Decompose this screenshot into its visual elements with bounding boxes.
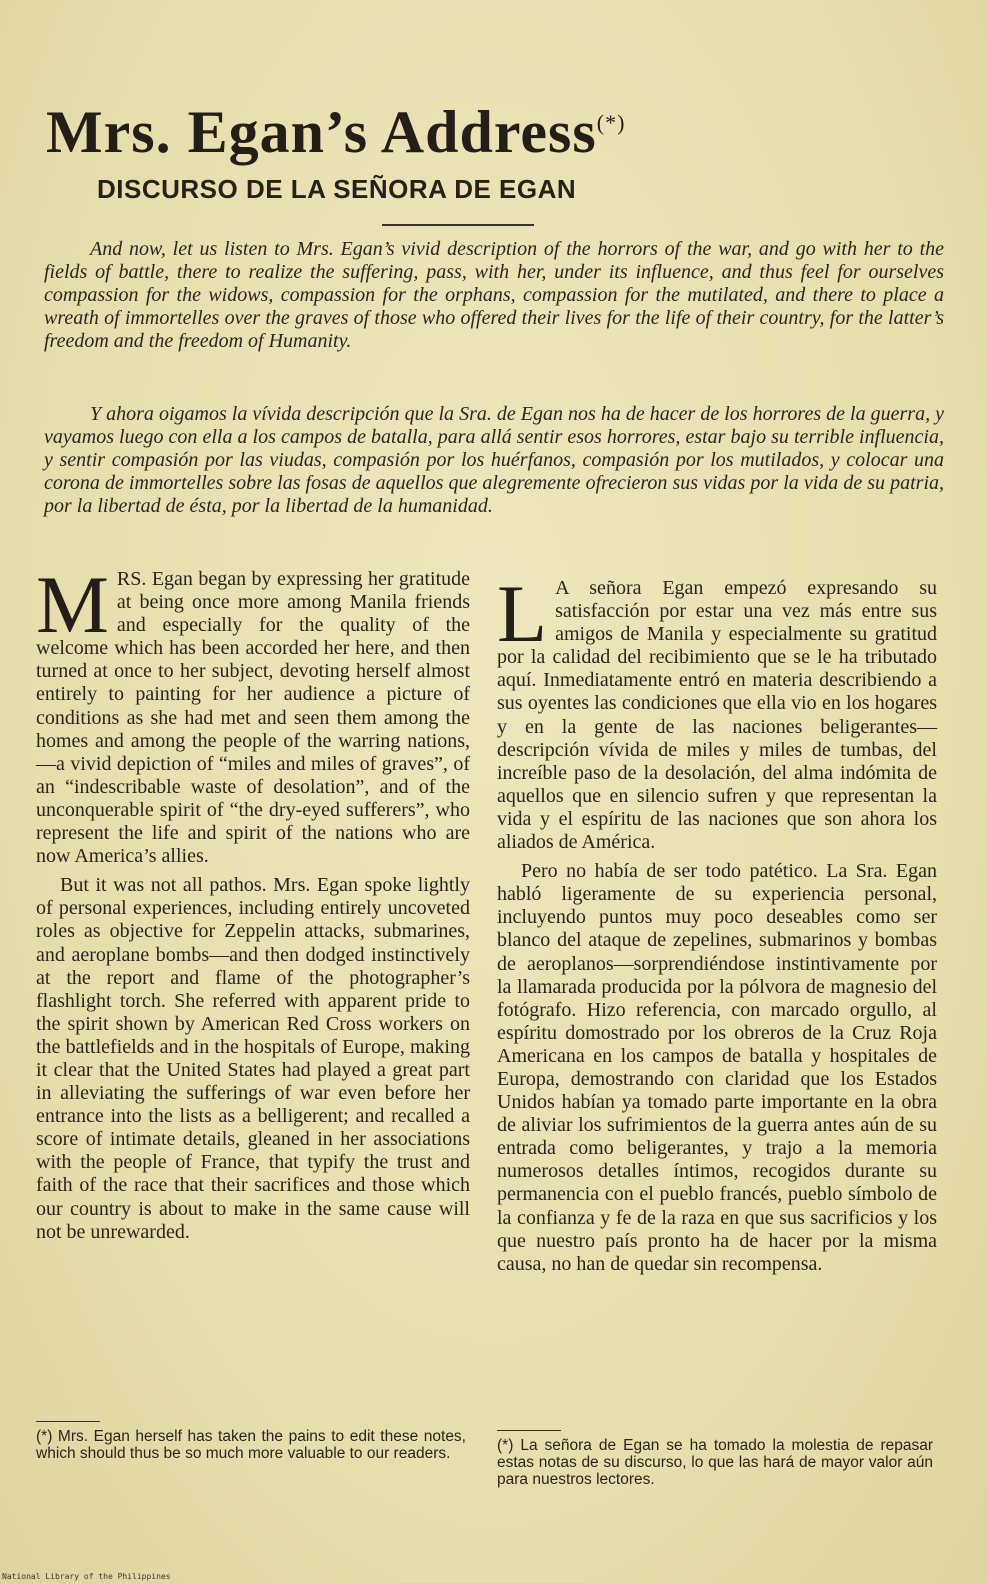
- page-title: [46, 98, 625, 167]
- title-divider: [382, 224, 534, 226]
- english-paragraph-2: But it was not all pathos. Mrs. Egan spoke lightly of personal experiences, including entirely uncoveted roles as objective for Zeppelin attacks, submarines, and aeroplane bombs—and then dodged instinctively at the report and flame of the photographer’s flashlight torch. She referred with apparent pride to the spirit shown by American Red Cross workers on the battlefields and in the hospitals of Europe, making it clear that the United States had played a great part in alleviating the sufferings of war even before her entrance into the lists as a belligerent; and recalled a score of intimate details, gleaned in her associations with the people of France, that typify the trust and faith of the race that their sacrifices and those which our country is about to make in the same cause will not be unrewarded.: [36, 874, 470, 1243]
- spanish-column: [497, 568, 937, 1276]
- intro-spanish-text: Y ahora oigamos la vívida descripción que la Sra. de Egan nos ha de hacer de los horrores de la guerra, y vayamos luego con ella a los campos de batalla, para allá sentir esos horrores, estar bajo su terrible influencia, y sentir compasión por las viudas, compasión por los huérfanos, compasión por los mutilados, y colocar una corona de immortelles sobre las fosas de aquellos que alegremente ofrecieron sus vidas por la vida de su patria, por la libertad de ésta, por la libertad de la humanidad.: [44, 403, 944, 517]
- spanish-paragraph-1: [497, 568, 937, 854]
- spanish-dropcap: L: [497, 568, 548, 659]
- english-dropcap: M: [36, 559, 109, 650]
- intro-spanish: [44, 403, 944, 518]
- english-footnote-divider: [36, 1421, 100, 1422]
- english-footnote: (*) Mrs. Egan herself has taken the pains to edit these notes, which should thus be so much more valuable to our readers.: [36, 1428, 466, 1462]
- intro-english: [44, 238, 944, 353]
- english-paragraph-1: [36, 559, 470, 868]
- spanish-paragraph-1-text: A señora Egan empezó expresando su satisfacción por estar una vez más entre sus amigos de Manila y especialmente su gratitud por la calidad del recibimiento que se le ha tributado aquí. Inmediatamente entró en materia describiendo a sus oyentes las condiciones que ella vio en los hogares y en la gente de las naciones beligerantes—descripción vívida de miles y miles de tumbas, del increíble paso de la desolación, del alma indómita de aquellos que en silencio sufren y que representan la vida y el espíritu de las naciones que son ahora los aliados de América.: [497, 577, 937, 854]
- page-subtitle: DISCURSO DE LA SEÑORA DE EGAN: [97, 174, 577, 204]
- spanish-footnote-divider: [497, 1430, 561, 1431]
- english-column: [36, 559, 470, 1244]
- library-credit: National Library of the Philippines: [2, 1572, 171, 1581]
- intro-english-text: And now, let us listen to Mrs. Egan’s vivid description of the horrors of the war, and go with her to the fields of battle, there to realize the suffering, pass, with her, under its influence, and thus feel for ourselves compassion for the widows, compassion for the orphans, compassion for the mutilated, and there to place a wreath of immortelles over the graves of those who offered their lives for the life of their country, for the latter’s freedom and the freedom of Humanity.: [44, 238, 944, 352]
- english-paragraph-1-text: RS. Egan began by expressing her gratitude at being once more among Manila friends and especially for the quality of the welcome which has been accorded her here, and then turned at once to her subject, devoting herself almost entirely to painting for her audience a picture of conditions as she had met and seen them among the homes and among the people of the warring nations,—a vivid depiction of “miles and miles of graves”, of an “indescribable waste of desolation”, and of the unconquerable spirit of “the dry-eyed sufferers”, who represent the life and spirit of the nations who are now America’s allies.: [36, 568, 470, 868]
- spanish-footnote: (*) La señora de Egan se ha tomado la molestia de repasar estas notas de su discurso, lo que las hará de mayor valor aún para nuestros lectores.: [497, 1437, 933, 1488]
- spanish-paragraph-2: Pero no había de ser todo patético. La Sra. Egan habló ligeramente de su experiencia personal, incluyendo puntos muy poco deseables como ser blanco del ataque de zepelines, submarinos y bombas de aeroplanos—sorprendiéndose instintivamente por la llamarada producida por la pólvora de magnesio del fotógrafo. Hizo referencia, con marcado orgullo, al espíritu domostrado por los obreros de la Cruz Roja Americana en los campos de batalla y hospitales de Europa, demostrando con claridad que los Estados Unidos habían ya tomado parte importante en la obra de aliviar los sufrimientos de la guerra antes aún de su entrada como beligerantes, y trajo a la memoria numerosos detalles íntimos, recogidos durante su permanencia con el pueblo francés, pueblo símbolo de la confianza y fe de la raza en que sus sacrificios y los que nuestro país pronto ha de hacer por la misma causa, no han de quedar sin recompensa.: [497, 860, 937, 1275]
- title-text: Mrs. Egan’s Address: [46, 99, 597, 165]
- title-footnote-mark: (*): [596, 110, 626, 135]
